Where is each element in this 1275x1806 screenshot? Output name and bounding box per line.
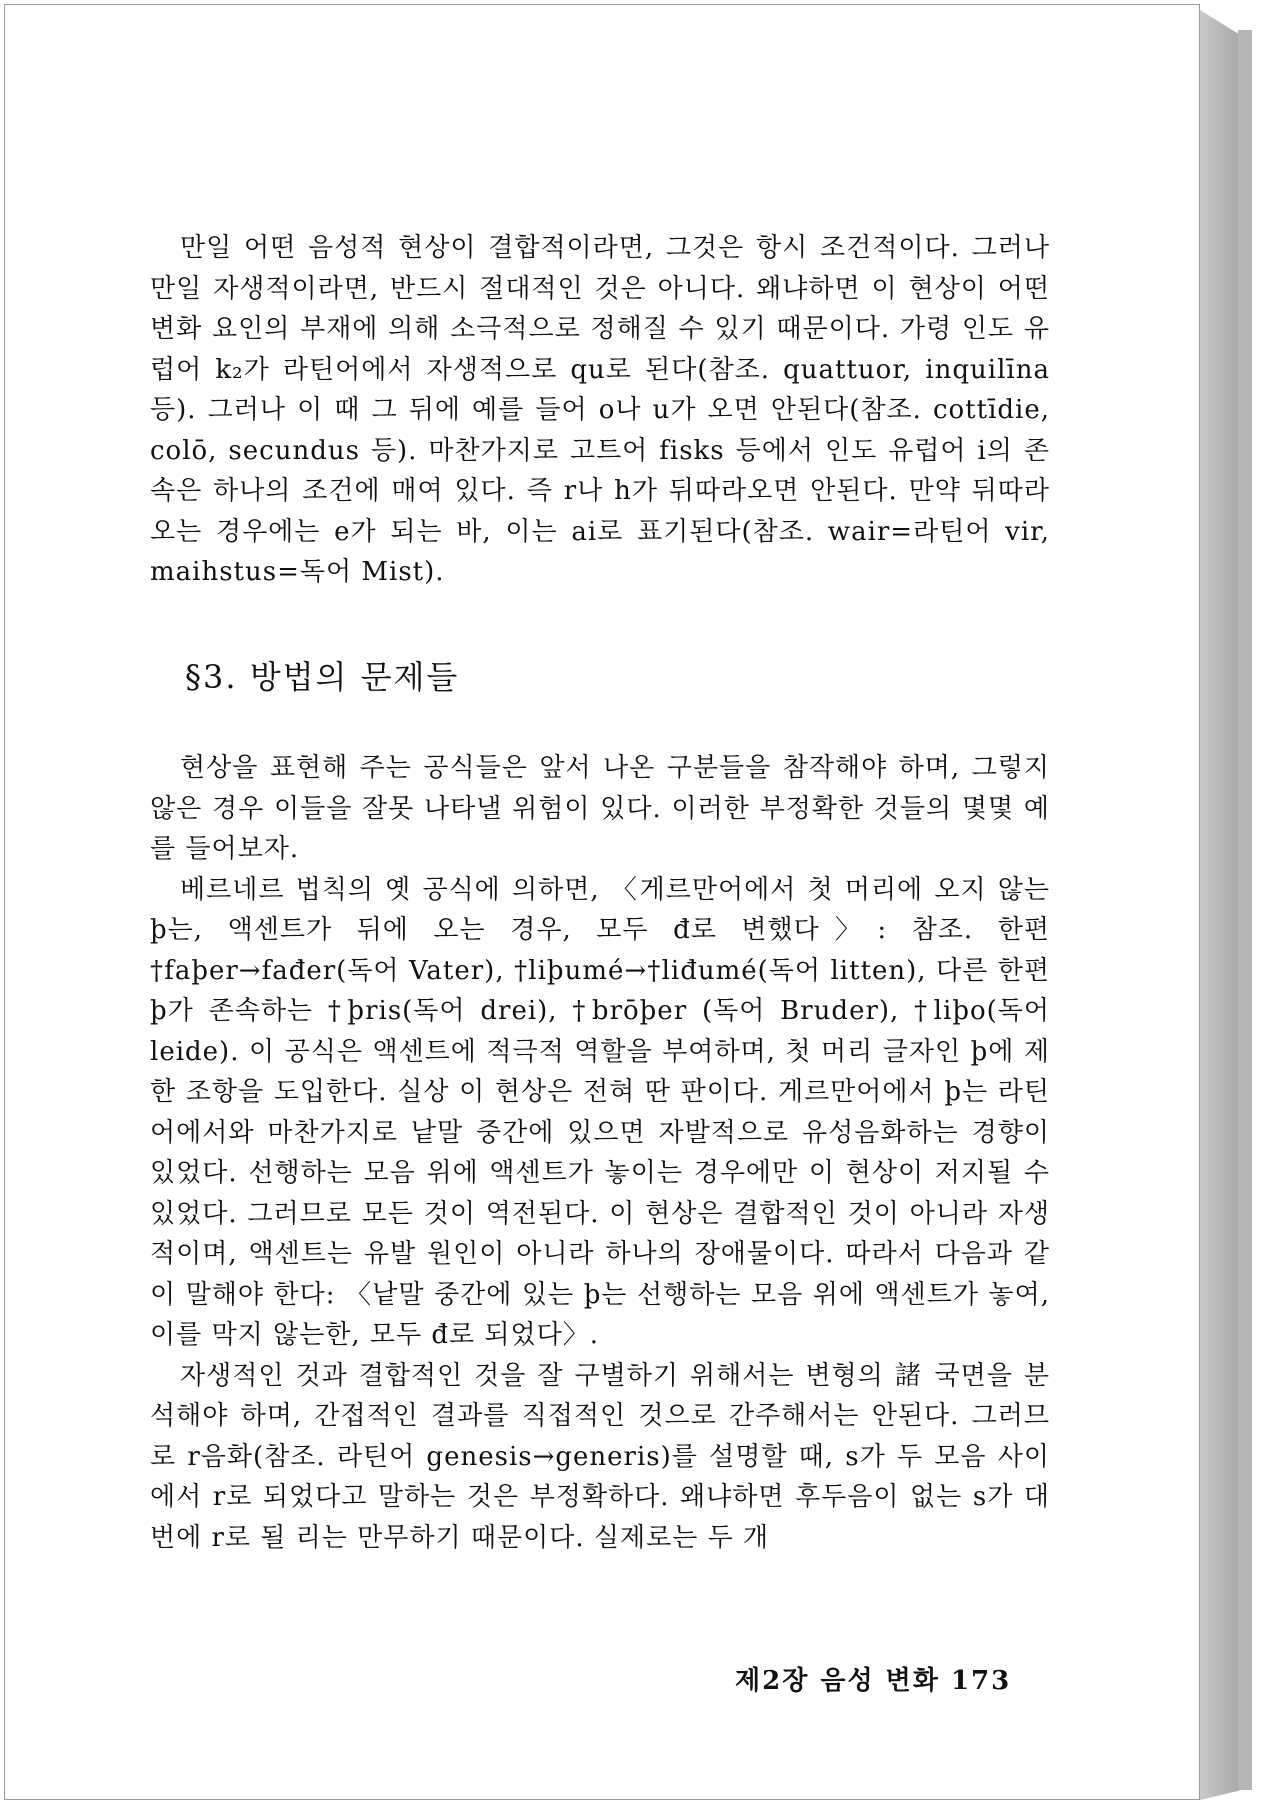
paragraph-formulas: 현상을 표현해 주는 공식들은 앞서 나온 구분들을 참작해야 하며, 그렇지 않은 경우 이들을 잘못 나타낼 위험이 있다. 이러한 부정확한 것들의 몇몇 예를 들어보자. [150,753,1050,864]
page-footer: 제2장 음성 변화 173 [735,1666,1012,1696]
paragraph-verner-law: 베르네르 법칙의 옛 공식에 의하면, 〈게르만어에서 첫 머리에 오지 않는 þ는, 액센트가 뒤에 오는 경우, 모두 đ로 변했다〉: 참조. 한편 †faþer→fađer(독어 Vater), †liþumé→†liđumé(독어 litten), 다른 한편 þ가 존속하는 †þris(독어 drei), †brōþer (독어 Bruder), †liþo(독어 leide). 이 공식은 액센트에 적극적 역할을 부여하며, 첫 머리 글자인 þ에 제한 조항을 도입한다. 실상 이 현상은 전혀 딴 판이다. 게르만어에서 þ는 라틴어에서와 마찬가지로 낱말 중간에 있으면 자발적으로 유성음화하는 경향이 있었다. 선행하는 모음 위에 액센트가 놓이는 경우에만 이 현상이 저지될 수 있었다. 그러므로 모든 것이 역전된다. 이 현상은 결합적인 것이 아니라 자생적이며, 액센트는 유발 원인이 아니라 하나의 장애물이다. 따라서 다음과 같이 말해야 한다: 〈낱말 중간에 있는 þ는 선행하는 모음 위에 액센트가 놓여, 이를 막지 않는한, 모두 đ로 되었다〉. [150,874,1050,1350]
paragraph-rhotacism: 자생적인 것과 결합적인 것을 잘 구별하기 위해서는 변형의 諸 국면을 분석해야 하며, 간접적인 결과를 직접적인 것으로 간주해서는 안된다. 그러므로 r음화(참조. 라틴어 genesis→generis)를 설명할 때, s가 두 모음 사이에서 r로 되었다고 말하는 것은 부정확하다. 왜냐하면 후두음이 없는 s가 대번에 r로 될 리는 만무하기 때문이다. 실제로는 두 개 [150,1360,1050,1553]
top-text-block [150,228,1050,596]
section-title: §3. 방법의 문제들 [185,658,460,696]
main-text-block [150,748,1050,1558]
paragraph-conditional-phenomena: 만일 어떤 음성적 현상이 결합적이라면, 그것은 항시 조건적이다. 그러나 만일 자생적이라면, 반드시 절대적인 것은 아니다. 왜냐하면 이 현상이 어떤 변화 요인의 부재에 의해 소극적으로 정해질 수 있기 때문이다. 가령 인도 유럽어 k₂가 라틴어에서 자생적으로 qu로 된다(참조. quattuor, inquilīna 등). 그러나 이 때 그 뒤에 예를 들어 o나 u가 오면 안된다(참조. cottīdie, colō, secundus 등). 마찬가지로 고트어 fisks 등에서 인도 유럽어 i의 존속은 하나의 조건에 매여 있다. 즉 r나 h가 뒤따라오면 안된다. 만약 뒤따라 오는 경우에는 e가 되는 바, 이는 ai로 표기된다(참조. wair=라틴어 vir, maihstus=독어 Mist). [150,233,1050,587]
page-edge [1238,30,1252,1790]
